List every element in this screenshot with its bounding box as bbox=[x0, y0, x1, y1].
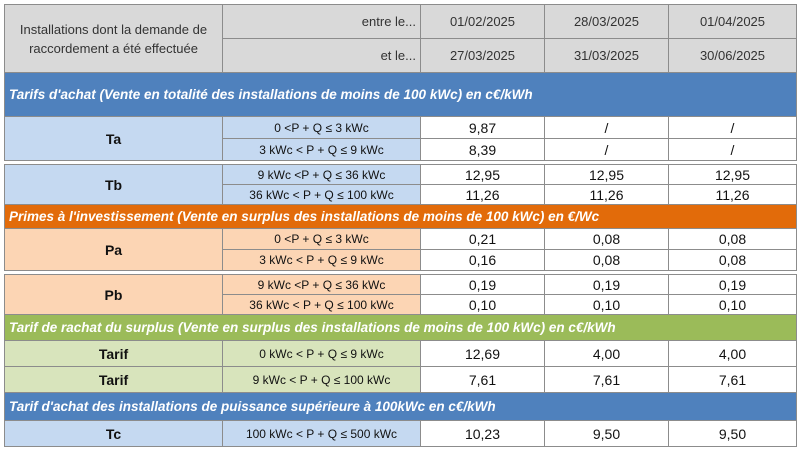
tariff-label: Ta bbox=[5, 117, 223, 161]
value-cell: 0,10 bbox=[545, 295, 669, 315]
value-cell: 8,39 bbox=[421, 139, 545, 161]
value-cell: 11,26 bbox=[669, 185, 797, 205]
power-condition: 36 kWc < P + Q ≤ 100 kWc bbox=[223, 295, 421, 315]
value-cell: 12,95 bbox=[421, 165, 545, 185]
table-row bbox=[5, 275, 797, 295]
tariff-label: Tc bbox=[5, 421, 223, 447]
value-cell: / bbox=[545, 139, 669, 161]
value-cell: 7,61 bbox=[421, 367, 545, 393]
premium-label: Pb bbox=[5, 275, 223, 315]
section-title: Primes à l'investissement (Vente en surplus des installations de moins de 100 kWc) en €/Wc bbox=[5, 205, 797, 229]
section-title: Tarif d'achat des installations de puissance supérieure à 100kWc en c€/kWh bbox=[5, 393, 797, 421]
value-cell: 11,26 bbox=[421, 185, 545, 205]
section-title-row bbox=[5, 315, 797, 341]
table-row bbox=[5, 367, 797, 393]
value-cell: 4,00 bbox=[669, 341, 797, 367]
value-cell: / bbox=[669, 139, 797, 161]
value-cell: 0,08 bbox=[669, 250, 797, 271]
power-condition: 36 kWc < P + Q ≤ 100 kWc bbox=[223, 185, 421, 205]
value-cell: 0,19 bbox=[421, 275, 545, 295]
value-cell: 4,00 bbox=[545, 341, 669, 367]
header-label: Installations dont la demande de raccordement a été effectuée bbox=[5, 5, 223, 73]
power-condition: 100 kWc < P + Q ≤ 500 kWc bbox=[223, 421, 421, 447]
tariff-label: Tarif bbox=[5, 341, 223, 367]
value-cell: 0,08 bbox=[545, 250, 669, 271]
value-cell: 0,19 bbox=[545, 275, 669, 295]
value-cell: 11,26 bbox=[545, 185, 669, 205]
value-cell: 10,23 bbox=[421, 421, 545, 447]
header-row-start bbox=[5, 5, 797, 39]
tariff-label: Tarif bbox=[5, 367, 223, 393]
power-condition: 9 kWc <P + Q ≤ 36 kWc bbox=[223, 275, 421, 295]
value-cell: 7,61 bbox=[669, 367, 797, 393]
table-row bbox=[5, 421, 797, 447]
value-cell: 0,21 bbox=[421, 229, 545, 250]
section-title-row bbox=[5, 73, 797, 117]
value-cell: 12,95 bbox=[669, 165, 797, 185]
section-title-row bbox=[5, 393, 797, 421]
tariff-label: Tb bbox=[5, 165, 223, 205]
value-cell: 9,50 bbox=[669, 421, 797, 447]
power-condition: 3 kWc < P + Q ≤ 9 kWc bbox=[223, 139, 421, 161]
value-cell: / bbox=[669, 117, 797, 139]
tariff-table bbox=[4, 4, 797, 447]
table-row bbox=[5, 165, 797, 185]
value-cell: 0,08 bbox=[669, 229, 797, 250]
section-title: Tarif de rachat du surplus (Vente en surplus des installations de moins de 100 kWc) en c€/kWh bbox=[5, 315, 797, 341]
period-2-start: 28/03/2025 bbox=[545, 5, 669, 39]
section-title: Tarifs d'achat (Vente en totalité des installations de moins de 100 kWc) en c€/kWh bbox=[5, 73, 797, 117]
power-condition: 3 kWc < P + Q ≤ 9 kWc bbox=[223, 250, 421, 271]
period-1-end: 27/03/2025 bbox=[421, 39, 545, 73]
period-2-end: 31/03/2025 bbox=[545, 39, 669, 73]
period-3-end: 30/06/2025 bbox=[669, 39, 797, 73]
header-and: et le... bbox=[223, 39, 421, 73]
value-cell: 0,19 bbox=[669, 275, 797, 295]
value-cell: 0,08 bbox=[545, 229, 669, 250]
value-cell: / bbox=[545, 117, 669, 139]
period-3-start: 01/04/2025 bbox=[669, 5, 797, 39]
value-cell: 0,16 bbox=[421, 250, 545, 271]
premium-label: Pa bbox=[5, 229, 223, 271]
header-between: entre le... bbox=[223, 5, 421, 39]
table-row bbox=[5, 341, 797, 367]
power-condition: 0 <P + Q ≤ 3 kWc bbox=[223, 117, 421, 139]
value-cell: 12,95 bbox=[545, 165, 669, 185]
value-cell: 0,10 bbox=[669, 295, 797, 315]
value-cell: 9,50 bbox=[545, 421, 669, 447]
power-condition: 0 <P + Q ≤ 3 kWc bbox=[223, 229, 421, 250]
power-condition: 9 kWc <P + Q ≤ 36 kWc bbox=[223, 165, 421, 185]
power-condition: 0 kWc < P + Q ≤ 9 kWc bbox=[223, 341, 421, 367]
table-row bbox=[5, 117, 797, 139]
table-row bbox=[5, 229, 797, 250]
value-cell: 9,87 bbox=[421, 117, 545, 139]
section-title-row bbox=[5, 205, 797, 229]
period-1-start: 01/02/2025 bbox=[421, 5, 545, 39]
power-condition: 9 kWc < P + Q ≤ 100 kWc bbox=[223, 367, 421, 393]
value-cell: 0,10 bbox=[421, 295, 545, 315]
value-cell: 7,61 bbox=[545, 367, 669, 393]
value-cell: 12,69 bbox=[421, 341, 545, 367]
